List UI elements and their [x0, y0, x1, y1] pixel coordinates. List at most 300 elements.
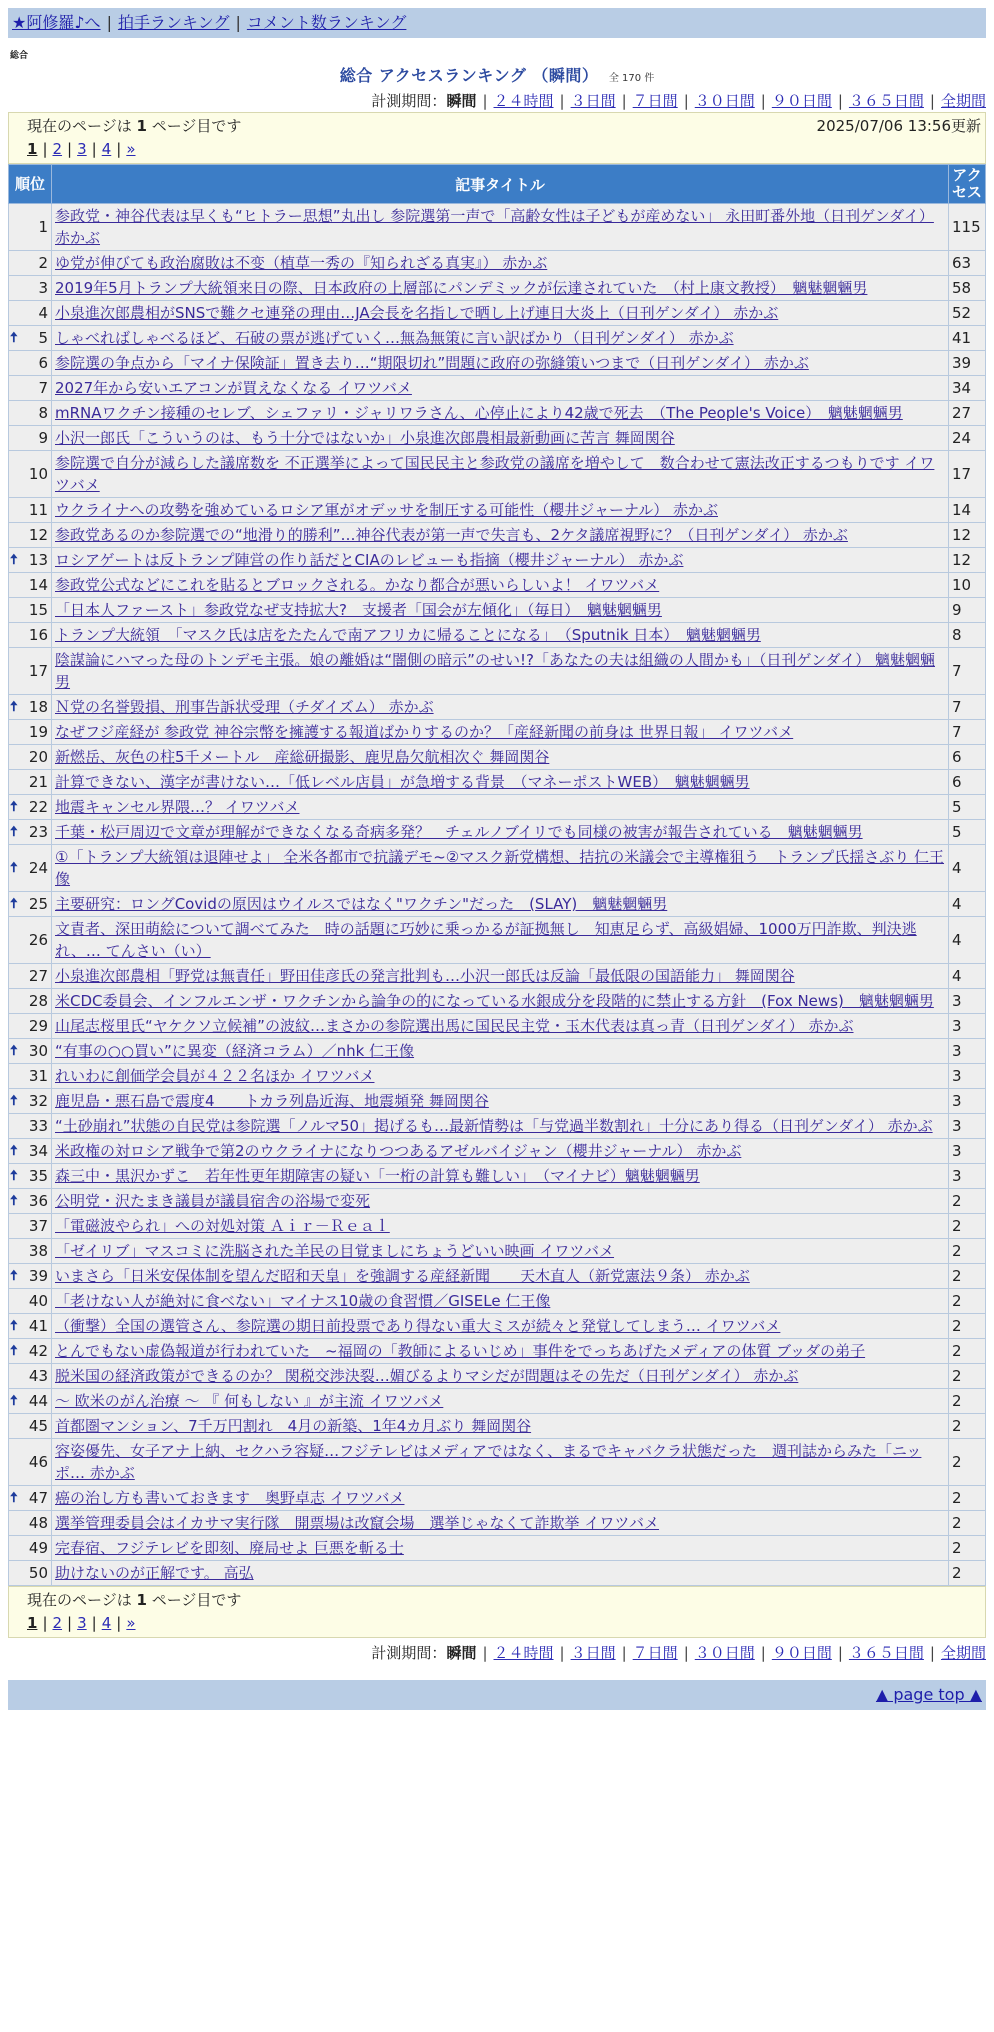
access-count: 2	[949, 1561, 986, 1586]
title-cell	[52, 845, 949, 892]
access-count: 3	[949, 1114, 986, 1139]
article-link[interactable]: とんでもない虚偽報道が行われていた ~福岡の「教師によるいじめ」事件をでっちあげたメディアの体質 ブッダの弟子	[55, 1342, 866, 1360]
access-count: 6	[949, 770, 986, 795]
table-row	[9, 648, 986, 695]
up-arrow-icon: 🠅	[10, 552, 18, 568]
page-separator: |	[42, 140, 48, 158]
access-count: 52	[949, 301, 986, 326]
table-row	[9, 1536, 986, 1561]
title-cell	[52, 648, 949, 695]
period-link[interactable]: ９０日間	[771, 92, 832, 110]
rank-cell	[9, 1339, 52, 1364]
rank-number: 19	[28, 723, 48, 741]
next-page-link[interactable]: »	[126, 140, 136, 158]
period-separator: |	[760, 1644, 766, 1662]
article-link[interactable]: 助けないのが正解です。 高弘	[55, 1564, 254, 1582]
period-separator: |	[760, 92, 766, 110]
period-separator: |	[559, 92, 565, 110]
title-cell	[52, 1536, 949, 1561]
page-link[interactable]: 3	[77, 140, 87, 158]
access-count: 115	[949, 204, 986, 251]
access-count: 17	[949, 451, 986, 498]
period-label: 計測期間：	[371, 1644, 447, 1662]
title-cell	[52, 1511, 949, 1536]
page-link[interactable]: 3	[77, 1614, 87, 1632]
access-count: 9	[949, 598, 986, 623]
article-link[interactable]: 陰謀論にハマった母のトンデモ主張。娘の離婚は“闇側の暗示”のせい!?「あなたの夫は組織の人間かも」（日刊ゲンダイ） 魑魅魍魎男	[55, 651, 935, 691]
period-link[interactable]: ３０日間	[694, 92, 755, 110]
article-link[interactable]: 文責者、深田萌絵について調べてみた 時の話題に巧妙に乗っかるが証拠無し 知恵足らず、高級娼婦、1000万円詐欺、判決逃れ、… てんさい（い）	[55, 920, 917, 960]
access-count: 6	[949, 745, 986, 770]
title-cell	[52, 1139, 949, 1164]
period-separator: |	[621, 92, 627, 110]
rank-number: 49	[28, 1539, 48, 1557]
access-count: 4	[949, 892, 986, 917]
rank-number: 34	[28, 1142, 48, 1160]
rank-cell	[9, 326, 52, 351]
rank-number: 43	[28, 1367, 48, 1385]
rank-cell	[9, 720, 52, 745]
article-link[interactable]: 参政党公式などにこれを貼るとブロックされる。かなり都合が悪いらしいよ！ イワツバメ	[55, 576, 660, 594]
page-separator: |	[116, 1614, 122, 1632]
rank-cell	[9, 892, 52, 917]
period-current: 瞬間	[446, 1644, 477, 1662]
table-row	[9, 1014, 986, 1039]
period-link[interactable]: ２４時間	[493, 92, 554, 110]
title-cell	[52, 1364, 949, 1389]
article-link[interactable]: 千葉・松戸周辺で文章が理解ができなくなる奇病多発？ チェルノブイリでも同様の被害が報告されている 魑魅魍魎男	[55, 823, 863, 841]
article-link[interactable]: 脱米国の経済政策ができるのか？ 関税交渉決裂…媚びるよりマシだが問題はその先だ（日刊ゲンダイ） 赤かぶ	[55, 1367, 799, 1385]
table-row	[9, 845, 986, 892]
article-link[interactable]: 2027年から安いエアコンが買えなくなる イワツバメ	[55, 379, 412, 397]
title-cell	[52, 1389, 949, 1414]
rank-number: 9	[38, 429, 48, 447]
rank-number: 1	[38, 218, 48, 236]
access-count: 2	[949, 1414, 986, 1439]
period-separator: |	[683, 1644, 689, 1662]
rank-cell	[9, 548, 52, 573]
article-link[interactable]: 主要研究：ロングCovidの原因はウイルスではなく"ワクチン"だった (SLAY) 魑魅魍魎男	[55, 895, 668, 913]
period-link[interactable]: ７日間	[632, 1644, 678, 1662]
article-link[interactable]: 小泉進次郎農相がSNSで難クセ連発の理由…JA会長を名指しで晒し上げ連日大炎上（日刊ゲンダイ） 赤かぶ	[55, 304, 779, 322]
article-link[interactable]: 森三中・黒沢かずこ 若年性更年期障害の疑い「一桁の計算も難しい」 （マイナビ）魑魅魍魎男	[55, 1167, 700, 1185]
article-link[interactable]: 「ゼイリブ」マスコミに洗脳された羊民の目覚ましにちょうどいい映画 イワツバメ	[55, 1242, 615, 1260]
rank-cell	[9, 1314, 52, 1339]
title-cell	[52, 1414, 949, 1439]
rank-cell	[9, 1364, 52, 1389]
table-row	[9, 917, 986, 964]
title-cell	[52, 498, 949, 523]
rank-cell	[9, 573, 52, 598]
article-link[interactable]: ゆ党が伸びても政治腐敗は不变（植草一秀の『知られざる真実』） 赤かぶ	[55, 254, 548, 272]
article-link[interactable]: 計算できない、漢字が書けない…「低レベル店員」が急増する背景 （マネーポストWEB） 魑魅魍魎男	[55, 773, 750, 791]
access-count: 34	[949, 376, 986, 401]
article-link[interactable]: しゃべればしゃべるほど、石破の票が逃げていく…無為無策に言い訳ばかり（日刊ゲンダイ） 赤かぶ	[55, 329, 734, 347]
period-link[interactable]: 全期間	[940, 92, 986, 110]
article-link[interactable]: 参院選で自分が減らした議席数を 不正選挙によって国民民主と参政党の議席を増やして 数合わせて憲法改正するつもりです イワツバメ	[55, 454, 935, 494]
rank-number: 23	[28, 823, 48, 841]
current-page-number: 1	[27, 140, 38, 158]
rank-number: 16	[28, 626, 48, 644]
period-link[interactable]: ９０日間	[771, 1644, 832, 1662]
title-cell	[52, 326, 949, 351]
access-count: 2	[949, 1364, 986, 1389]
rank-cell	[9, 795, 52, 820]
title-cell	[52, 351, 949, 376]
title-cell	[52, 1314, 949, 1339]
article-link[interactable]: 小沢一郎氏「こういうのは、もう十分ではないか」小泉進次郎農相最新動画に苦言 舞岡関谷	[55, 429, 675, 447]
access-count: 39	[949, 351, 986, 376]
pager-bottom	[8, 1586, 986, 1638]
title-cell	[52, 820, 949, 845]
rank-cell	[9, 989, 52, 1014]
page-top-link[interactable]: ▲ page top ▲	[875, 1685, 982, 1704]
up-arrow-icon: 🠅	[10, 896, 18, 912]
rank-cell	[9, 1486, 52, 1511]
article-link[interactable]: トランプ大統領 「マスク氏は店をたたんで南アフリカに帰ることになる」 （Sputnik 日本） 魑魅魍魎男	[55, 626, 761, 644]
rank-cell	[9, 351, 52, 376]
access-count: 14	[949, 498, 986, 523]
up-arrow-icon: 🠅	[10, 699, 18, 715]
clap-ranking-link[interactable]: 拍手ランキング	[117, 13, 230, 32]
rank-number: 31	[28, 1067, 48, 1085]
title-cell	[52, 573, 949, 598]
article-link[interactable]: なぜフジ産経が 参政党 神谷宗幣を擁護する報道ばかりするのか？「産経新聞の前身は 世界日報」 イワツバメ	[55, 723, 794, 741]
article-link[interactable]: 新燃岳、灰色の柱5千メートル 産総研撮影、鹿児島欠航相次ぐ 舞岡関谷	[55, 748, 550, 766]
up-arrow-icon: 🠅	[10, 824, 18, 840]
article-link[interactable]: mRNAワクチン接種のセレブ、シェファリ・ジャリワラさん、心停止により42歳で死去 （The People's Voice） 魑魅魍魎男	[55, 404, 903, 422]
table-row	[9, 1239, 986, 1264]
up-arrow-icon: 🠅	[10, 1143, 18, 1159]
access-count: 3	[949, 1064, 986, 1089]
title-cell	[52, 1561, 949, 1586]
article-link[interactable]: 2019年5月トランプ大統領来日の際、日本政府の上層部にパンデミックが伝達されていた （村上康文教授） 魑魅魍魎男	[55, 279, 868, 297]
period-separator: |	[837, 92, 843, 110]
rank-cell	[9, 401, 52, 426]
article-link[interactable]: 参政党・神谷代表は早くも“ヒトラー思想”丸出し 参院選第一声で「高齢女性は子どもが産めない」 永田町番外地（日刊ゲンダイ） 赤かぶ	[55, 207, 934, 247]
table-row	[9, 426, 986, 451]
page-link[interactable]: 2	[52, 140, 63, 158]
article-link[interactable]: “土砂崩れ”状態の自民党は参院選「ノルマ50」掲げるも…最新情勢は「与党過半数割れ」十分にあり得る（日刊ゲンダイ） 赤かぶ	[55, 1117, 933, 1135]
table-row	[9, 1064, 986, 1089]
title-cell	[52, 523, 949, 548]
rank-number: 27	[28, 967, 48, 985]
access-count: 3	[949, 1089, 986, 1114]
page-status: 現在のページは 1 ページ目です	[27, 1591, 242, 1609]
access-count: 2	[949, 1189, 986, 1214]
table-row	[9, 1511, 986, 1536]
rank-number: 28	[28, 992, 48, 1010]
title-cell	[52, 1014, 949, 1039]
rank-number: 7	[38, 379, 48, 397]
rank-number: 3	[38, 279, 48, 297]
rank-cell	[9, 1239, 52, 1264]
page-separator: |	[91, 140, 97, 158]
access-count: 2	[949, 1486, 986, 1511]
access-count: 12	[949, 523, 986, 548]
title-cell	[52, 251, 949, 276]
rank-cell	[9, 695, 52, 720]
rank-number: 41	[28, 1317, 48, 1335]
rank-cell	[9, 1139, 52, 1164]
rank-cell	[9, 1561, 52, 1586]
period-separator: |	[929, 1644, 935, 1662]
title-cell	[52, 695, 949, 720]
article-link[interactable]: 鹿児島・悪石島で震度4 トカラ列島近海、地震頻発 舞岡関谷	[55, 1092, 489, 1110]
table-row	[9, 1264, 986, 1289]
updated-timestamp: 2025/07/06 13:56更新	[816, 117, 981, 135]
article-link[interactable]: Ｎ党の名誉毀損、刑事告訴状受理（チダイズム） 赤かぶ	[55, 698, 434, 716]
rank-number: 4	[38, 304, 48, 322]
page-title: 総合 アクセスランキング （瞬間）	[339, 66, 599, 85]
rank-cell	[9, 1214, 52, 1239]
page-link[interactable]: 4	[101, 1614, 112, 1632]
article-link[interactable]: 公明党・沢たまき議員が議員宿舎の浴場で変死	[55, 1192, 371, 1210]
rank-number: 32	[28, 1092, 48, 1110]
rank-cell	[9, 820, 52, 845]
rank-number: 45	[28, 1417, 48, 1435]
access-count: 12	[949, 548, 986, 573]
table-row	[9, 376, 986, 401]
period-link[interactable]: ２４時間	[493, 1644, 554, 1662]
up-arrow-icon: 🠅	[10, 1093, 18, 1109]
access-count: 2	[949, 1339, 986, 1364]
comment-ranking-link[interactable]: コメント数ランキング	[246, 13, 407, 32]
article-link[interactable]: 容姿優先、女子アナ上納、セクハラ容疑…フジテレビはメディアではなく、まるでキャバクラ状態だった 週刊誌からみた「ニッポ… 赤かぶ	[55, 1442, 922, 1482]
access-count: 7	[949, 695, 986, 720]
rank-cell	[9, 917, 52, 964]
page-link[interactable]: 2	[52, 1614, 63, 1632]
table-row	[9, 204, 986, 251]
period-separator: |	[837, 1644, 843, 1662]
rank-cell	[9, 1114, 52, 1139]
rank-number: 33	[28, 1117, 48, 1135]
article-link[interactable]: ①「トランプ大統領は退陣せよ」 全米各都市で抗議デモ~②マスク新党構想、拮抗の米議会で主導権狙う トランプ氏揺さぶり 仁王像	[55, 848, 945, 888]
table-row	[9, 1364, 986, 1389]
up-arrow-icon: 🠅	[10, 330, 18, 346]
access-count: 3	[949, 1139, 986, 1164]
up-arrow-icon: 🠅	[10, 1168, 18, 1184]
rank-number: 11	[28, 501, 48, 519]
period-link[interactable]: ３６５日間	[848, 92, 924, 110]
table-row	[9, 1314, 986, 1339]
period-current: 瞬間	[446, 92, 477, 110]
access-count: 2	[949, 1389, 986, 1414]
rank-header: 順位	[9, 165, 52, 204]
article-link[interactable]: 癌の治し方も書いておきます 奥野卓志 イワツバメ	[55, 1489, 405, 1507]
table-row	[9, 745, 986, 770]
rank-number: 50	[28, 1564, 48, 1582]
rank-cell	[9, 1389, 52, 1414]
title-cell	[52, 1264, 949, 1289]
article-link[interactable]: 米CDC委員会、インフルエンザ・ワクチンから論争の的になっている水銀成分を段階的に禁止する方針 (Fox News) 魑魅魍魎男	[55, 992, 934, 1010]
table-row	[9, 1439, 986, 1486]
article-link[interactable]: いまさら「日米安保体制を望んだ昭和天皇」を強調する産経新聞 天木直人（新党憲法９条） 赤かぶ	[55, 1267, 750, 1285]
up-arrow-icon: 🠅	[10, 1490, 18, 1506]
access-count: 2	[949, 1264, 986, 1289]
rank-number: 17	[28, 662, 48, 680]
table-row	[9, 1139, 986, 1164]
access-count: 3	[949, 989, 986, 1014]
rank-cell	[9, 1064, 52, 1089]
rank-number: 5	[38, 329, 48, 347]
access-count: 2	[949, 1536, 986, 1561]
rank-number: 42	[28, 1342, 48, 1360]
rank-cell	[9, 498, 52, 523]
table-row	[9, 820, 986, 845]
access-count: 63	[949, 251, 986, 276]
access-count: 2	[949, 1239, 986, 1264]
rank-cell	[9, 1414, 52, 1439]
top-nav-bar	[8, 8, 986, 38]
article-link[interactable]: 「電磁波やられ」への対処対策 Ａｉｒ－Ｒｅａｌ	[55, 1217, 390, 1235]
article-link[interactable]: 米政権の対ロシア戦争で第2のウクライナになりつつあるアゼルバイジャン（櫻井ジャーナル） 赤かぶ	[55, 1142, 742, 1160]
table-row	[9, 892, 986, 917]
title-cell	[52, 1439, 949, 1486]
table-row	[9, 523, 986, 548]
ranking-table	[8, 164, 986, 1586]
article-link[interactable]: 選挙管理委員会はイカサマ実行隊 開票場は改竄会場 選挙じゃなくて詐欺挙 イワツバメ	[55, 1514, 660, 1532]
rank-cell	[9, 745, 52, 770]
table-row	[9, 1089, 986, 1114]
access-count: 5	[949, 820, 986, 845]
up-arrow-icon: 🠅	[10, 1343, 18, 1359]
title-cell	[52, 426, 949, 451]
title-cell	[52, 451, 949, 498]
page-separator: |	[116, 140, 122, 158]
next-page-link[interactable]: »	[126, 1614, 136, 1632]
rank-cell	[9, 964, 52, 989]
table-row	[9, 1039, 986, 1064]
access-count: 41	[949, 326, 986, 351]
up-arrow-icon: 🠅	[10, 1043, 18, 1059]
rank-cell	[9, 1264, 52, 1289]
article-link[interactable]: ～ 欧米のがん治療 ～ 『 何もしない 』が主流 イワツバメ	[55, 1392, 444, 1410]
page-status: 現在のページは 1 ページ目です	[27, 117, 242, 135]
article-link[interactable]: 山尾志桜里氏“ヤケクソ立候補”の波紋…まさかの参院選出馬に国民民主党・玉木代表は真っ青（日刊ゲンダイ） 赤かぶ	[55, 1017, 854, 1035]
article-link[interactable]: ウクライナへの攻勢を強めているロシア軍がオデッサを制圧する可能性（櫻井ジャーナル） 赤かぶ	[55, 501, 718, 519]
article-link[interactable]: 地震キャンセル界隈…？ イワツバメ	[55, 798, 300, 816]
rank-cell	[9, 1289, 52, 1314]
period-link[interactable]: 全期間	[940, 1644, 986, 1662]
title-cell	[52, 204, 949, 251]
table-row	[9, 1214, 986, 1239]
access-count: 8	[949, 623, 986, 648]
article-link[interactable]: 「日本人ファースト」参政党なぜ支持拡大? 支援者「国会が左傾化」（毎日） 魑魅魍魎男	[55, 601, 662, 619]
period-link[interactable]: ３６５日間	[848, 1644, 924, 1662]
rank-cell	[9, 623, 52, 648]
rank-cell	[9, 251, 52, 276]
page-separator: |	[42, 1614, 48, 1632]
current-page-number: 1	[27, 1614, 38, 1632]
title-cell	[52, 989, 949, 1014]
article-link[interactable]: （衝撃）全国の選管さん、参院選の期日前投票であり得ない重大ミスが続々と発覚してしまう… イワツバメ	[55, 1317, 781, 1335]
rank-number: 40	[28, 1292, 48, 1310]
table-row	[9, 276, 986, 301]
pager-top	[8, 112, 986, 164]
rank-number: 39	[28, 1267, 48, 1285]
table-row	[9, 795, 986, 820]
rank-number: 25	[28, 895, 48, 913]
article-link[interactable]: 「老けない人が絶対に食べない」マイナス10歳の食習慣／GISELe 仁王像	[55, 1292, 551, 1310]
access-count: 4	[949, 964, 986, 989]
article-link[interactable]: 小泉進次郎農相「野党は無責任」野田佳彦氏の発言批判も…小沢一郎氏は反論「最低限の国語能力」 舞岡関谷	[55, 967, 795, 985]
rank-number: 13	[28, 551, 48, 569]
rank-number: 20	[28, 748, 48, 766]
title-cell	[52, 548, 949, 573]
article-link[interactable]: 完春宿、フジテレビを即刻、廃局せよ 巨悪を斬る士	[55, 1539, 404, 1557]
page-link[interactable]: 4	[101, 140, 112, 158]
article-link[interactable]: “有事の○○買い”に異変（経済コラム）／nhk 仁王像	[55, 1042, 415, 1060]
title-cell	[52, 301, 949, 326]
ranking-title-row	[8, 63, 986, 86]
page-links	[27, 138, 981, 161]
table-row	[9, 401, 986, 426]
title-cell	[52, 1089, 949, 1114]
period-link[interactable]: ３日間	[570, 1644, 616, 1662]
table-row	[9, 548, 986, 573]
access-count: 58	[949, 276, 986, 301]
rank-number: 38	[28, 1242, 48, 1260]
rank-cell	[9, 1089, 52, 1114]
table-row	[9, 598, 986, 623]
rank-cell	[9, 301, 52, 326]
table-row	[9, 1289, 986, 1314]
table-row	[9, 1339, 986, 1364]
rank-number: 14	[28, 576, 48, 594]
article-link[interactable]: 首都圏マンション、7千万円割れ 4月の新築、1年4カ月ぶり 舞岡関谷	[55, 1417, 532, 1435]
category-label: 総合	[10, 51, 29, 61]
period-separator: |	[482, 92, 488, 110]
home-link[interactable]: ★阿修羅♪へ	[12, 13, 101, 32]
rank-cell	[9, 1511, 52, 1536]
rank-cell	[9, 276, 52, 301]
table-row	[9, 964, 986, 989]
period-link[interactable]: ３０日間	[694, 1644, 755, 1662]
page-separator: |	[67, 1614, 73, 1632]
article-link[interactable]: れいわに創価学会員が４２２名ほか イワツバメ	[55, 1067, 375, 1085]
title-cell	[52, 1189, 949, 1214]
title-cell	[52, 770, 949, 795]
access-count: 7	[949, 648, 986, 695]
period-link[interactable]: ７日間	[632, 92, 678, 110]
up-arrow-icon: 🠅	[10, 1393, 18, 1409]
table-row	[9, 326, 986, 351]
title-cell	[52, 1064, 949, 1089]
nav-separator: |	[106, 13, 112, 32]
access-count: 2	[949, 1314, 986, 1339]
title-cell	[52, 917, 949, 964]
article-link[interactable]: ロシアゲートは反トランプ陣営の作り話だとCIAのレビューも指摘（櫻井ジャーナル） 赤かぶ	[55, 551, 684, 569]
rank-number: 30	[28, 1042, 48, 1060]
table-row	[9, 451, 986, 498]
title-cell	[52, 1114, 949, 1139]
rank-cell	[9, 770, 52, 795]
total-count: 全 170 件	[608, 73, 655, 84]
title-cell	[52, 276, 949, 301]
title-cell	[52, 1339, 949, 1364]
table-row	[9, 573, 986, 598]
article-link[interactable]: 参政党あるのか参院選での“地滑り的勝利”…神谷代表が第一声で失言も、2ケタ議席視野に？（日刊ゲンダイ） 赤かぶ	[55, 526, 848, 544]
title-cell	[52, 964, 949, 989]
rank-number: 46	[28, 1453, 48, 1471]
article-link[interactable]: 参院選の争点から「マイナ保険証」置き去り…“期限切れ”問題に政府の弥縫策いつまで（日刊ゲンダイ） 赤かぶ	[55, 354, 809, 372]
rank-cell	[9, 1039, 52, 1064]
period-link[interactable]: ３日間	[570, 92, 616, 110]
rank-number: 2	[38, 254, 48, 272]
title-cell	[52, 892, 949, 917]
rank-cell	[9, 1536, 52, 1561]
